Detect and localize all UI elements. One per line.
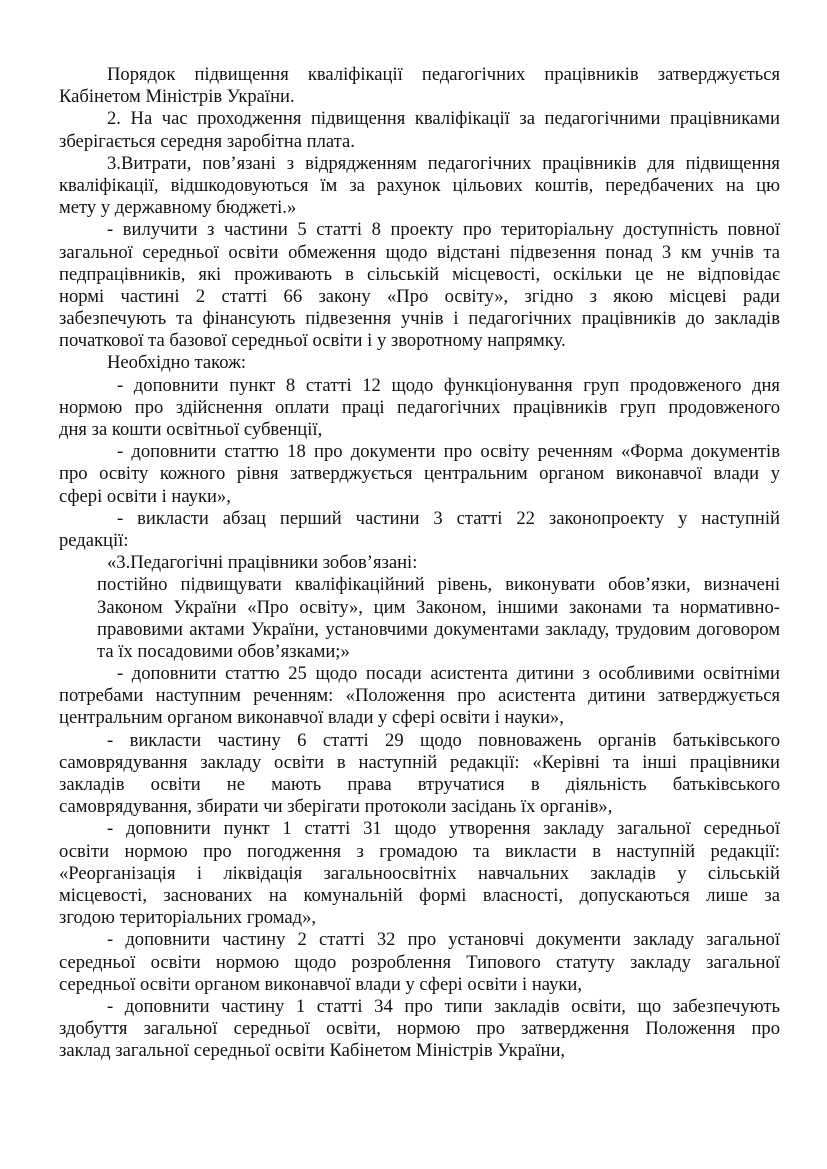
text-line: - доповнити частину 2 статті 32 про установчі документи закладу загальної — [107, 929, 780, 951]
text-line: Законом України «Про освіту», цим Законом, іншими законами та нормативно- — [97, 596, 780, 618]
text-line: загальної середньої освіти обмеження щодо відстані підвезення понад 3 км учнів та — [59, 241, 780, 263]
text-line: самоврядування, збирати чи зберігати протоколи засідань їх органів», — [59, 796, 613, 818]
text-line: - викласти абзац перший частини 3 статті 22 законопроекту у наступній — [117, 507, 780, 529]
text-line: - викласти частину 6 статті 29 щодо повноважень органів батьківського — [107, 729, 780, 751]
text-line: закладів освіти не мають права втручатися в діяльність батьківського — [59, 774, 780, 795]
text-line: - вилучити з частини 5 статті 8 проекту про територіальну доступність повної — [107, 219, 780, 241]
text-line: Порядок підвищення кваліфікації педагогічних працівників затверджується — [107, 64, 780, 85]
text-line: - доповнити пункт 8 статті 12 щодо функціонування груп продовженого дня — [117, 374, 780, 396]
text-line: зберігається середня заробітна плата. — [59, 130, 355, 152]
text-line: дня за кошти освітньої субвенції, — [59, 419, 323, 440]
text-line: постійно підвищувати кваліфікаційний рівень, виконувати обов’язки, визначені — [97, 574, 780, 596]
text-line: педпрацівників, які проживають в сільській місцевості, оскільки це не відповідає — [59, 263, 780, 285]
text-line: «3.Педагогічні працівники зобов’язані: — [107, 552, 418, 574]
text-line: - доповнити пункт 1 статті 31 щодо утворення закладу загальної середньої — [107, 818, 780, 840]
text-line: та їх посадовими обов’язками;» — [97, 640, 350, 662]
text-line: «Реорганізація і ліквідація загальноосвітніх навчальних закладів у сільській — [59, 862, 780, 884]
text-line: - доповнити частину 1 статті 34 про типи закладів освіти, що забезпечують — [107, 995, 780, 1017]
text-line: згодою територіальних громад», — [59, 907, 317, 929]
text-line: Кабінетом Міністрів України. — [59, 86, 295, 108]
text-line: - доповнити статтю 25 щодо посади асистента дитини з особливими освітніми — [117, 663, 780, 685]
text-line: місцевості, заснованих на комунальній формі власності, допускаються лише за — [59, 884, 780, 906]
text-line: забезпечують та фінансують підвезення учнів і педагогічних працівників до закладів — [59, 308, 780, 330]
document-page — [59, 64, 780, 1062]
text-line: сфері освіти і науки», — [59, 485, 231, 507]
text-line: здобуття загальної середньої освіти, нормою про затвердження Положення про — [59, 1018, 780, 1040]
text-line: самоврядування закладу освіти в наступній редакції: «Керівні та інші працівники — [59, 751, 780, 773]
text-line: потребами наступним реченням: «Положення про асистента дитини затверджується — [59, 685, 780, 707]
text-line: нормі частині 2 статті 66 закону «Про освіту», згідно з якою місцеві ради — [59, 285, 780, 307]
text-line: нормою про здійснення оплати праці педагогічних працівників груп продовженого — [59, 396, 780, 418]
text-line: середньої освіти органом виконавчої влади у сфері освіти і науки, — [59, 973, 583, 995]
text-line: початкової та базової середньої освіти і у зворотному напрямку. — [59, 330, 566, 352]
text-line: - доповнити статтю 18 про документи про освіту реченням «Форма документів — [117, 441, 780, 463]
text-line: Необхідно також: — [107, 352, 247, 374]
text-line: правовими актами України, установчими документами закладу, трудовим договором — [97, 618, 780, 640]
text-line: центральним органом виконавчої влади у сфері освіти і науки», — [59, 707, 564, 729]
text-line: середньої освіти нормою щодо розроблення Типового статуту закладу загальної — [59, 951, 780, 973]
text-line: кваліфікації, відшкодовуються їм за рахунок цільових коштів, передбачених на цю — [59, 174, 780, 196]
text-line: редакції: — [59, 529, 129, 551]
text-line: заклад загальної середньої освіти Кабінетом Міністрів України, — [59, 1040, 566, 1062]
text-line: освіти нормою про погодження з громадою та викласти в наступній редакції: — [59, 840, 780, 862]
text-line: про освіту кожного рівня затверджується центральним органом виконавчої влади у — [59, 463, 780, 485]
text-line: 2. На час проходження підвищення кваліфікації за педагогічними працівниками — [107, 108, 780, 130]
text-line: 3.Витрати, пов’язані з відрядженням педагогічних працівників для підвищення — [107, 152, 780, 174]
text-line: мету у державному бюджеті.» — [59, 197, 297, 219]
